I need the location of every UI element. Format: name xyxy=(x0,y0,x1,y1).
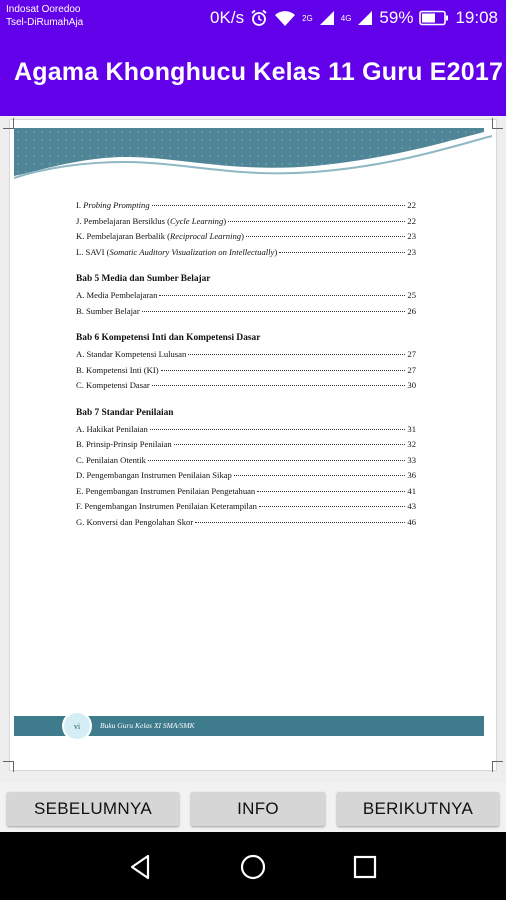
toc-entry xyxy=(76,349,416,365)
toc-entry xyxy=(76,290,416,306)
toc-entry xyxy=(76,470,416,486)
toc-leader-dots xyxy=(152,385,406,386)
home-icon[interactable] xyxy=(238,852,268,882)
toc-entry xyxy=(76,247,416,263)
app-title: Agama Khonghucu Kelas 11 Guru E2017 xyxy=(14,58,504,86)
toc-entry xyxy=(76,486,416,502)
toc-leader-dots xyxy=(159,295,405,296)
toc-entry-label: F. Pengembangan Instrumen Penilaian Keterampilan xyxy=(76,501,257,511)
battery-icon xyxy=(419,10,449,26)
toc-leader-dots xyxy=(257,491,405,492)
toc-entry-label: B. Kompetensi Inti (KI) xyxy=(76,364,159,375)
toc-page-number: 25 xyxy=(407,290,416,300)
toc-page-number: 33 xyxy=(407,454,416,465)
toc-leader-dots xyxy=(259,506,405,507)
toc-leader-dots xyxy=(148,460,405,461)
toc-entry xyxy=(76,216,416,232)
toc-page-number: 31 xyxy=(407,423,416,434)
toc-entry xyxy=(76,439,416,455)
crop-mark-bottom-left xyxy=(3,761,14,772)
toc-page-number: 23 xyxy=(407,231,416,241)
toc-entry xyxy=(76,231,416,247)
recents-icon[interactable] xyxy=(350,852,380,882)
toc-leader-dots xyxy=(142,311,406,312)
toc-page-number: 22 xyxy=(407,200,416,210)
carrier-info xyxy=(6,3,83,29)
toc-entry xyxy=(76,200,416,216)
toc-leader-dots xyxy=(246,236,405,237)
crop-mark-top-right xyxy=(492,118,503,129)
toc-entry xyxy=(76,517,416,533)
crop-mark-top-left xyxy=(3,118,14,129)
toc-page-number: 23 xyxy=(407,246,416,257)
toc-entry xyxy=(76,365,416,381)
toc-page-number: 43 xyxy=(407,501,416,511)
toc-leader-dots xyxy=(234,475,406,476)
toc-entry-label: B. Sumber Belajar xyxy=(76,305,140,316)
toc-page-number: 22 xyxy=(407,215,416,226)
signal-icon xyxy=(357,10,373,26)
toc-entry-label: A. Media Pembelajaran xyxy=(76,290,158,300)
navigation-buttons xyxy=(0,782,506,832)
toc-entry-label: D. Pengembangan Instrumen Penilaian Sikap xyxy=(76,470,232,480)
toc-page-number: 32 xyxy=(407,439,416,449)
page-header-wave xyxy=(14,128,492,188)
clock: 19:08 xyxy=(455,8,498,27)
page-footer-text: Buku Guru Kelas XI SMA/SMK xyxy=(100,721,195,730)
toc-page-number: 46 xyxy=(407,516,416,527)
toc-page-number: 26 xyxy=(407,305,416,316)
section-heading-bab5: Bab 5 Media dan Sumber Belajar xyxy=(76,274,211,284)
toc-leader-dots xyxy=(161,370,406,371)
toc-entry-label: L. SAVI (Somatic Auditory Visualization on Intellectually) xyxy=(76,246,278,257)
toc-leader-dots xyxy=(228,221,405,222)
table-of-contents xyxy=(76,200,416,532)
battery-percent: 59% xyxy=(379,8,414,27)
net-speed: 0K/s xyxy=(210,8,245,27)
sim1-network-type: 2G xyxy=(302,13,313,23)
toc-entry xyxy=(76,501,416,517)
toc-entry xyxy=(76,306,416,322)
info-button[interactable]: INFO xyxy=(191,792,325,826)
page-footer-band xyxy=(14,716,484,736)
toc-entry-label: E. Pengembangan Instrumen Penilaian Pengetahuan xyxy=(76,485,256,496)
carrier-line-2: Tsel-DiRumahAja xyxy=(6,17,84,28)
toc-leader-dots xyxy=(195,522,405,523)
toc-entry-label: J. Pembelajaran Bersiklus (Cycle Learning) xyxy=(76,215,227,226)
back-icon[interactable] xyxy=(126,852,156,882)
system-nav-bar xyxy=(0,832,506,900)
document-viewer[interactable] xyxy=(0,116,506,782)
toc-entry-label: I. Probing Prompting xyxy=(76,200,150,210)
toc-entry-label: C. Kompetensi Dasar xyxy=(76,380,150,390)
toc-entry-label: K. Pembelajaran Berbalik (Reciprocal Learning) xyxy=(76,231,244,241)
toc-leader-dots xyxy=(188,354,405,355)
section-heading-bab6: Bab 6 Kompetensi Inti dan Kompetensi Dasar xyxy=(76,333,261,343)
alarm-icon xyxy=(250,9,268,27)
toc-page-number: 30 xyxy=(407,380,416,390)
toc-page-number: 36 xyxy=(407,470,416,480)
toc-leader-dots xyxy=(150,429,406,430)
toc-entry-label: G. Konversi dan Pengolahan Skor xyxy=(76,516,194,527)
wifi-icon xyxy=(274,9,296,27)
carrier-line-1: Indosat Ooredoo xyxy=(6,4,81,15)
document-page[interactable] xyxy=(10,120,496,770)
previous-button[interactable]: SEBELUMNYA xyxy=(7,792,179,826)
section-heading-bab7: Bab 7 Standar Penilaian xyxy=(76,407,174,418)
toc-entry-label: A. Hakikat Penilaian xyxy=(76,423,148,434)
toc-entry xyxy=(76,455,416,471)
app-bar xyxy=(0,36,506,116)
toc-entry xyxy=(76,424,416,440)
toc-leader-dots xyxy=(279,252,405,253)
toc-entry-label: B. Prinsip-Prinsip Penilaian xyxy=(76,439,172,449)
page-number-badge: vi xyxy=(64,713,90,739)
toc-leader-dots xyxy=(152,205,406,206)
toc-leader-dots xyxy=(174,444,406,445)
crop-mark-bottom-right xyxy=(492,761,503,772)
toc-entry-label: C. Penilaian Otentik xyxy=(76,454,146,465)
toc-page-number: 27 xyxy=(407,364,416,375)
toc-entry-label: A. Standar Kompetensi Lulusan xyxy=(76,349,187,359)
toc-entry xyxy=(76,380,416,396)
signal-icon xyxy=(319,10,335,26)
toc-page-number: 27 xyxy=(407,349,416,359)
toc-page-number: 41 xyxy=(407,485,416,496)
next-button[interactable]: BERIKUTNYA xyxy=(337,792,499,826)
status-bar xyxy=(0,0,506,36)
sim2-network-type: 4G xyxy=(340,13,352,23)
status-icons xyxy=(210,7,498,29)
